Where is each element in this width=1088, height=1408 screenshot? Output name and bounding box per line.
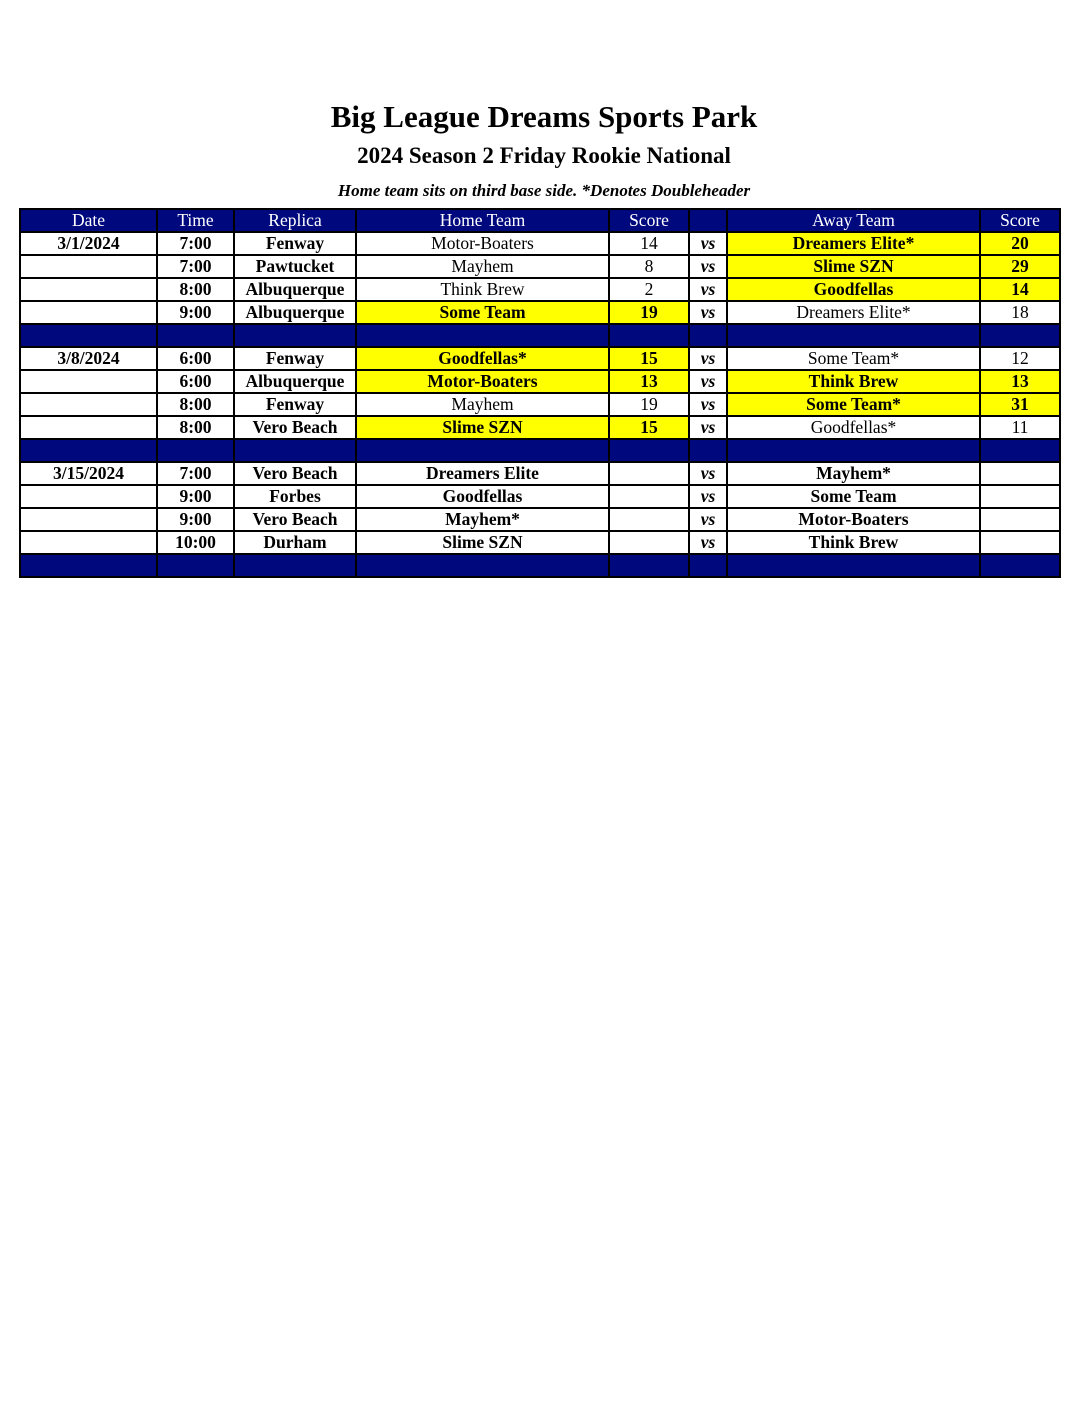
away-score-cell: 20 [980, 232, 1060, 255]
week-separator-row [20, 324, 1060, 347]
separator-cell [727, 554, 980, 577]
col-header-away-score: Score [980, 209, 1060, 232]
table-row [20, 232, 1060, 255]
home-team-cell: Mayhem [356, 393, 609, 416]
time-cell: 6:00 [157, 347, 234, 370]
away-team-cell: Some Team [727, 485, 980, 508]
schedule-table [19, 208, 1061, 578]
separator-cell [356, 324, 609, 347]
home-score-cell [609, 462, 689, 485]
table-row [20, 255, 1060, 278]
date-cell [20, 301, 157, 324]
date-cell [20, 393, 157, 416]
vs-cell: vs [689, 416, 727, 439]
separator-cell [727, 324, 980, 347]
time-cell: 8:00 [157, 416, 234, 439]
vs-cell: vs [689, 255, 727, 278]
date-cell [20, 370, 157, 393]
vs-cell: vs [689, 393, 727, 416]
replica-cell: Fenway [234, 347, 356, 370]
separator-cell [20, 324, 157, 347]
separator-cell [727, 439, 980, 462]
table-row [20, 370, 1060, 393]
replica-cell: Forbes [234, 485, 356, 508]
home-score-cell: 14 [609, 232, 689, 255]
table-row [20, 462, 1060, 485]
vs-cell: vs [689, 462, 727, 485]
col-header-time: Time [157, 209, 234, 232]
separator-cell [689, 439, 727, 462]
time-cell: 10:00 [157, 531, 234, 554]
table-row [20, 531, 1060, 554]
time-cell: 8:00 [157, 278, 234, 301]
separator-cell [157, 324, 234, 347]
away-score-cell: 18 [980, 301, 1060, 324]
home-score-cell: 13 [609, 370, 689, 393]
home-team-cell: Some Team [356, 301, 609, 324]
separator-cell [20, 554, 157, 577]
away-team-cell: Think Brew [727, 370, 980, 393]
date-cell [20, 485, 157, 508]
date-cell [20, 531, 157, 554]
time-cell: 8:00 [157, 393, 234, 416]
vs-cell: vs [689, 301, 727, 324]
away-score-cell [980, 485, 1060, 508]
replica-cell: Vero Beach [234, 462, 356, 485]
schedule-note: Home team sits on third base side. *Denotes Doubleheader [337, 181, 751, 200]
table-row [20, 393, 1060, 416]
away-team-cell: Slime SZN [727, 255, 980, 278]
separator-cell [356, 554, 609, 577]
away-team-cell: Think Brew [727, 531, 980, 554]
home-team-cell: Motor-Boaters [356, 370, 609, 393]
vs-cell: vs [689, 485, 727, 508]
col-header-replica: Replica [234, 209, 356, 232]
table-row [20, 347, 1060, 370]
away-score-cell: 11 [980, 416, 1060, 439]
away-team-cell: Motor-Boaters [727, 508, 980, 531]
away-score-cell [980, 531, 1060, 554]
home-team-cell: Goodfellas [356, 485, 609, 508]
away-team-cell: Some Team* [727, 393, 980, 416]
page-title: Big League Dreams Sports Park [330, 99, 758, 134]
home-score-cell [609, 531, 689, 554]
vs-cell: vs [689, 370, 727, 393]
separator-cell [609, 439, 689, 462]
time-cell: 9:00 [157, 485, 234, 508]
replica-cell: Vero Beach [234, 416, 356, 439]
separator-cell [234, 439, 356, 462]
time-cell: 7:00 [157, 232, 234, 255]
replica-cell: Fenway [234, 232, 356, 255]
vs-cell: vs [689, 232, 727, 255]
date-cell [20, 255, 157, 278]
col-header-vs [689, 209, 727, 232]
away-team-cell: Goodfellas [727, 278, 980, 301]
home-score-cell [609, 508, 689, 531]
replica-cell: Vero Beach [234, 508, 356, 531]
date-cell: 3/8/2024 [20, 347, 157, 370]
separator-cell [157, 554, 234, 577]
table-row [20, 278, 1060, 301]
replica-cell: Albuquerque [234, 301, 356, 324]
replica-cell: Albuquerque [234, 278, 356, 301]
separator-cell [689, 554, 727, 577]
home-score-cell: 19 [609, 393, 689, 416]
away-score-cell [980, 462, 1060, 485]
col-header-date: Date [20, 209, 157, 232]
home-team-cell: Dreamers Elite [356, 462, 609, 485]
away-team-cell: Goodfellas* [727, 416, 980, 439]
home-team-cell: Slime SZN [356, 531, 609, 554]
away-team-cell: Dreamers Elite* [727, 301, 980, 324]
date-cell [20, 416, 157, 439]
vs-cell: vs [689, 278, 727, 301]
home-score-cell: 15 [609, 347, 689, 370]
date-cell [20, 278, 157, 301]
separator-cell [980, 439, 1060, 462]
replica-cell: Albuquerque [234, 370, 356, 393]
separator-cell [234, 324, 356, 347]
home-team-cell: Motor-Boaters [356, 232, 609, 255]
page-subtitle: 2024 Season 2 Friday Rookie National [357, 143, 731, 168]
time-cell: 7:00 [157, 255, 234, 278]
away-score-cell: 31 [980, 393, 1060, 416]
date-cell [20, 508, 157, 531]
replica-cell: Fenway [234, 393, 356, 416]
home-team-cell: Think Brew [356, 278, 609, 301]
home-score-cell: 8 [609, 255, 689, 278]
time-cell: 7:00 [157, 462, 234, 485]
table-row [20, 508, 1060, 531]
home-team-cell: Slime SZN [356, 416, 609, 439]
away-score-cell: 13 [980, 370, 1060, 393]
away-team-cell: Mayhem* [727, 462, 980, 485]
home-score-cell: 19 [609, 301, 689, 324]
away-score-cell: 29 [980, 255, 1060, 278]
home-team-cell: Mayhem [356, 255, 609, 278]
table-row [20, 485, 1060, 508]
replica-cell: Durham [234, 531, 356, 554]
separator-cell [234, 554, 356, 577]
week-separator-row [20, 554, 1060, 577]
away-team-cell: Some Team* [727, 347, 980, 370]
table-row [20, 301, 1060, 324]
away-team-cell: Dreamers Elite* [727, 232, 980, 255]
home-score-cell: 15 [609, 416, 689, 439]
separator-cell [356, 439, 609, 462]
vs-cell: vs [689, 531, 727, 554]
separator-cell [157, 439, 234, 462]
away-score-cell: 12 [980, 347, 1060, 370]
home-score-cell [609, 485, 689, 508]
home-team-cell: Mayhem* [356, 508, 609, 531]
away-score-cell [980, 508, 1060, 531]
home-score-cell: 2 [609, 278, 689, 301]
separator-cell [609, 554, 689, 577]
time-cell: 6:00 [157, 370, 234, 393]
home-team-cell: Goodfellas* [356, 347, 609, 370]
date-cell: 3/1/2024 [20, 232, 157, 255]
week-separator-row [20, 439, 1060, 462]
vs-cell: vs [689, 508, 727, 531]
separator-cell [689, 324, 727, 347]
separator-cell [980, 554, 1060, 577]
col-header-home-team: Home Team [356, 209, 609, 232]
separator-cell [20, 439, 157, 462]
separator-cell [609, 324, 689, 347]
time-cell: 9:00 [157, 301, 234, 324]
table-row [20, 416, 1060, 439]
schedule-body [20, 232, 1060, 577]
replica-cell: Pawtucket [234, 255, 356, 278]
col-header-home-score: Score [609, 209, 689, 232]
table-header-row [20, 209, 1060, 232]
separator-cell [980, 324, 1060, 347]
time-cell: 9:00 [157, 508, 234, 531]
away-score-cell: 14 [980, 278, 1060, 301]
vs-cell: vs [689, 347, 727, 370]
date-cell: 3/15/2024 [20, 462, 157, 485]
col-header-away-team: Away Team [727, 209, 980, 232]
